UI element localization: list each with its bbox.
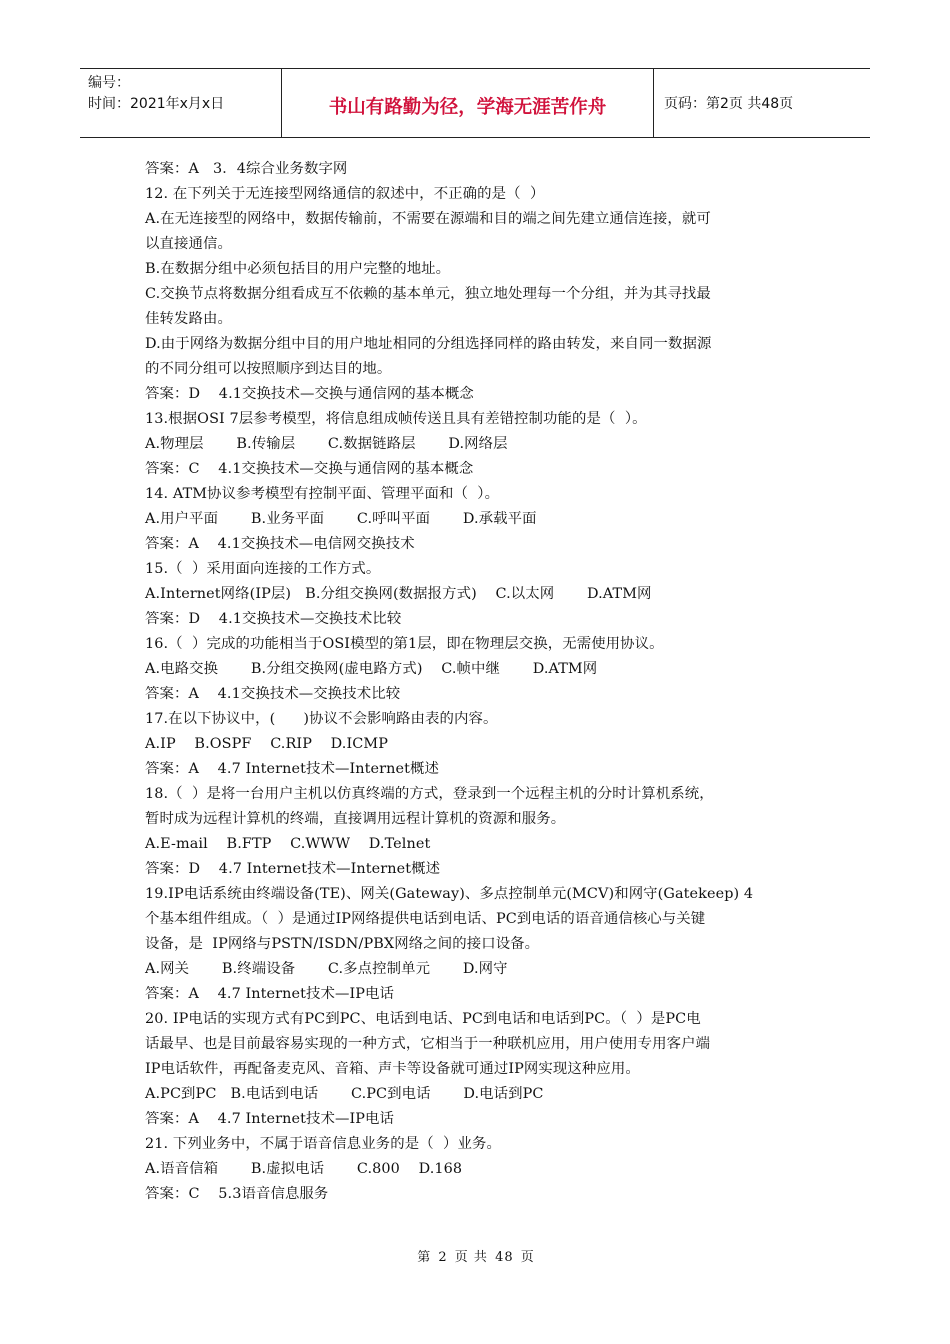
text-line: 个基本组件组成。（ ）是通过IP网络提供电话到电话、PC到电话的语音通信核心与关键 [145, 911, 706, 927]
text-line: 15.（ ）采用面向连接的工作方式。 [145, 561, 381, 577]
text-line: 答案：A 4.1交换技术—交换技术比较 [145, 686, 401, 702]
header-page-info: 页码：第2页 共48页 [664, 96, 794, 112]
text-line: B.在数据分组中必须包括目的用户完整的地址。 [145, 261, 451, 277]
text-line: A.在无连接型的网络中，数据传输前，不需要在源端和目的端之间先建立通信连接，就可 [145, 211, 711, 227]
text-line: A.物理层 B.传输层 C.数据链路层 D.网络层 [145, 436, 508, 452]
text-line: 以直接通信。 [145, 236, 232, 252]
text-line: 暂时成为远程计算机的终端，直接调用远程计算机的资源和服务。 [145, 811, 566, 827]
page-header [80, 68, 870, 138]
text-line: 16.（ ）完成的功能相当于OSI模型的第1层，即在物理层交换，无需使用协议。 [145, 636, 664, 652]
text-line: 答案：D 4.1交换技术—交换技术比较 [145, 611, 402, 627]
text-line: 答案：D 4.7 Internet技术—Internet概述 [145, 861, 441, 877]
document-body [145, 157, 810, 1207]
header-motto: 书山有路勤为径，学海无涯苦作舟 [282, 69, 654, 137]
text-line: IP电话软件，再配备麦克风、音箱、声卡等设备就可通过IP网实现这种应用。 [145, 1061, 640, 1077]
text-line: 的不同分组可以按照顺序到达目的地。 [145, 361, 392, 377]
text-line: 答案：C 5.3语音信息服务 [145, 1186, 329, 1202]
text-line: 佳转发路由。 [145, 311, 232, 327]
text-line: A.网关 B.终端设备 C.多点控制单元 D.网守 [145, 961, 508, 977]
text-line: A.PC到PC B.电话到电话 C.PC到电话 D.电话到PC [145, 1086, 544, 1102]
text-line: 答案：A 4.7 Internet技术—IP电话 [145, 986, 395, 1002]
text-line: A.IP B.OSPF C.RIP D.ICMP [145, 736, 388, 752]
text-line: A.用户平面 B.业务平面 C.呼叫平面 D.承载平面 [145, 511, 537, 527]
text-line: 设备，是 IP网络与PSTN/ISDN/PBX网络之间的接口设备。 [145, 936, 540, 952]
text-line: A.E-mail B.FTP C.WWW D.Telnet [145, 836, 431, 852]
text-line: 答案：A 4.1交换技术—电信网交换技术 [145, 536, 415, 552]
text-line: 20. IP电话的实现方式有PC到PC、电话到电话、PC到电话和电话到PC。（ ）是PC电 [145, 1011, 701, 1027]
header-meta [80, 69, 282, 137]
footer-prefix: 第 [417, 1250, 432, 1265]
text-line: A.电路交换 B.分组交换网(虚电路方式) C.帧中继 D.ATM网 [145, 661, 598, 677]
footer-suffix: 页 [520, 1250, 535, 1265]
text-line: A.语音信箱 B.虚拟电话 C.800 D.168 [145, 1161, 463, 1177]
text-line: A.Internet网络(IP层) B.分组交换网(数据报方式) C.以太网 D.ATM网 [145, 586, 652, 602]
text-line: 13.根据OSI 7层参考模型，将信息组成帧传送且具有差错控制功能的是（ ）。 [145, 411, 647, 427]
text-line: 答案：A 4.7 Internet技术—IP电话 [145, 1111, 395, 1127]
text-line: 17.在以下协议中，( )协议不会影响路由表的内容。 [145, 711, 498, 727]
document-number-label: 编号： [88, 75, 130, 91]
text-line: D.由于网络为数据分组中目的用户地址相同的分组选择同样的路由转发，来自同一数据源 [145, 336, 712, 352]
text-line: 答案：C 4.1交换技术—交换与通信网的基本概念 [145, 461, 474, 477]
text-line: 答案：A 4.7 Internet技术—Internet概述 [145, 761, 439, 777]
footer-page-number: 2 [438, 1250, 448, 1265]
text-line: 14. ATM协议参考模型有控制平面、管理平面和（ ）。 [145, 486, 500, 502]
text-line: 话最早、也是目前最容易实现的一种方式，它相当于一种联机应用，用户使用专用客户端 [145, 1036, 711, 1052]
text-line: 答案：A 3．4综合业务数字网 [145, 161, 348, 177]
page-footer [0, 1246, 950, 1265]
text-line: 18.（ ）是将一台用户主机以仿真终端的方式，登录到一个远程主机的分时计算机系统， [145, 786, 714, 802]
text-line: C.交换节点将数据分组看成互不依赖的基本单元，独立地处理每一个分组，并为其寻找最 [145, 286, 711, 302]
footer-total-pages: 48 [495, 1250, 514, 1265]
text-line: 19.IP电话系统由终端设备(TE)、网关(Gateway)、多点控制单元(MCV)和网守(Gatekeep) 4 [145, 886, 754, 902]
text-line: 21. 下列业务中，不属于语音信息业务的是（ ）业务。 [145, 1136, 502, 1152]
footer-mid: 页 共 [454, 1250, 488, 1265]
text-line: 12. 在下列关于无连接型网络通信的叙述中，不正确的是（ ） [145, 186, 545, 202]
text-line: 答案：D 4.1交换技术—交换与通信网的基本概念 [145, 386, 474, 402]
document-date: 时间：2021年x月x日 [88, 96, 225, 112]
